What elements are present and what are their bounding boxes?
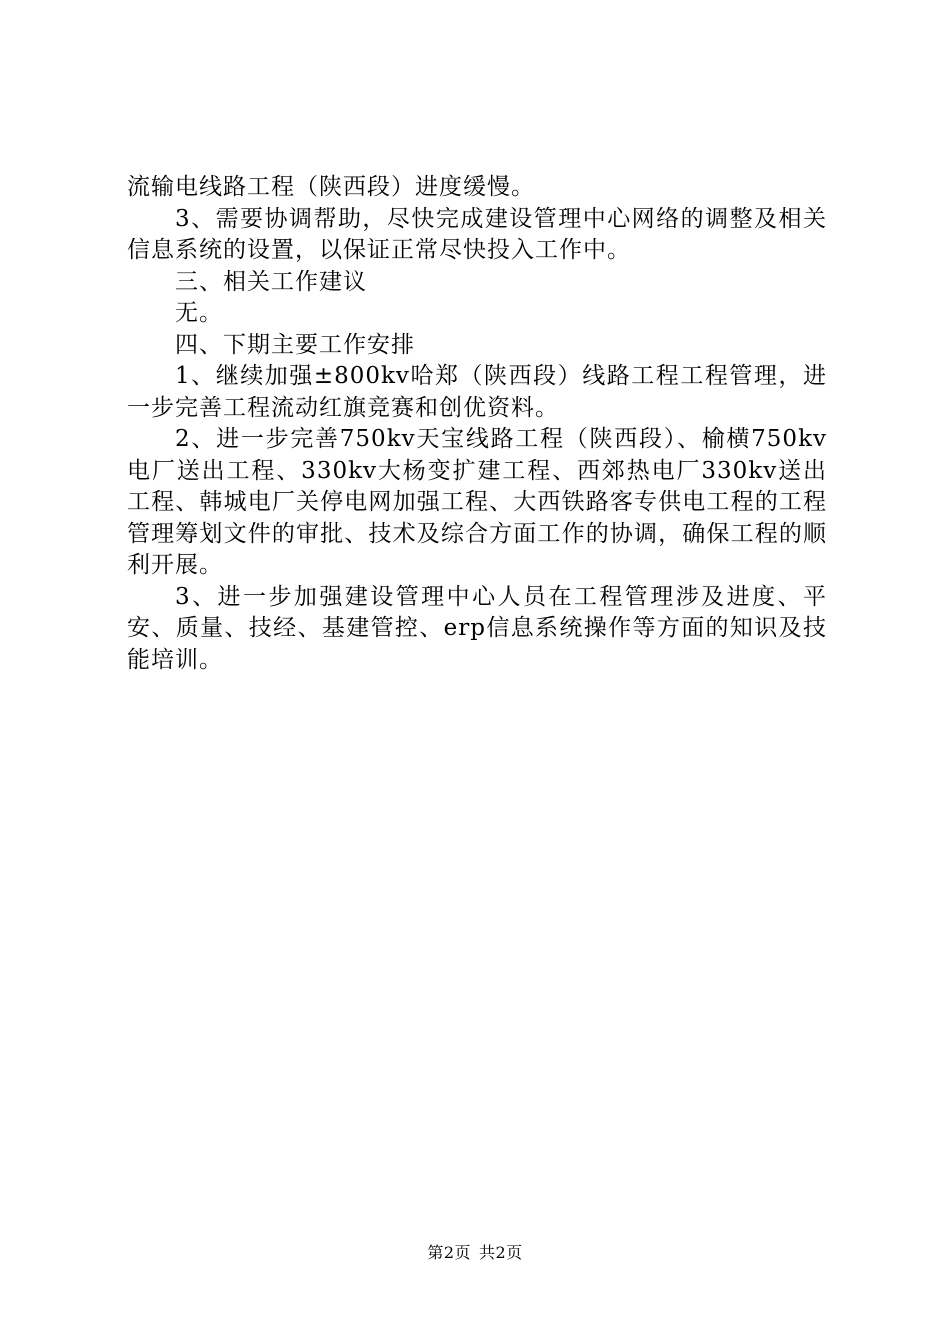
page-number: 第2页 <box>427 1243 471 1262</box>
document-body <box>127 172 827 676</box>
page-total: 共2页 <box>479 1243 523 1262</box>
paragraph-plan-item-1: 1、继续加强±800kv哈郑（陕西段）线路工程工程管理，进一步完善工程流动红旗竞赛和创优资料。 <box>127 363 827 421</box>
paragraph-none: 无。 <box>175 300 223 326</box>
paragraph-item-3-coordination: 3、需要协调帮助，尽快完成建设管理中心网络的调整及相关信息系统的设置，以保证正常尽快投入工作中。 <box>127 205 827 263</box>
section-heading-suggestions: 三、相关工作建议 <box>175 268 367 295</box>
paragraph-plan-item-3: 3、进一步加强建设管理中心人员在工程管理涉及进度、平安、质量、技经、基建管控、erp信息系统操作等方面的知识及技能培训。 <box>127 583 827 673</box>
paragraph-plan-item-2: 2、进一步完善750kv天宝线路工程（陕西段）、榆横750kv电厂送出工程、330kv大杨变扩建工程、西郊热电厂330kv送出工程、韩城电厂关停电网加强工程、大西铁路客专供电工程的工程管理筹划文件的审批、技术及综合方面工作的协调，确保工程的顺利开展。 <box>127 426 827 578</box>
section-heading-next-plan: 四、下期主要工作安排 <box>175 331 415 358</box>
paragraph-continuation: 流输电线路工程（陕西段）进度缓慢。 <box>127 174 535 200</box>
page-footer <box>0 1243 950 1263</box>
